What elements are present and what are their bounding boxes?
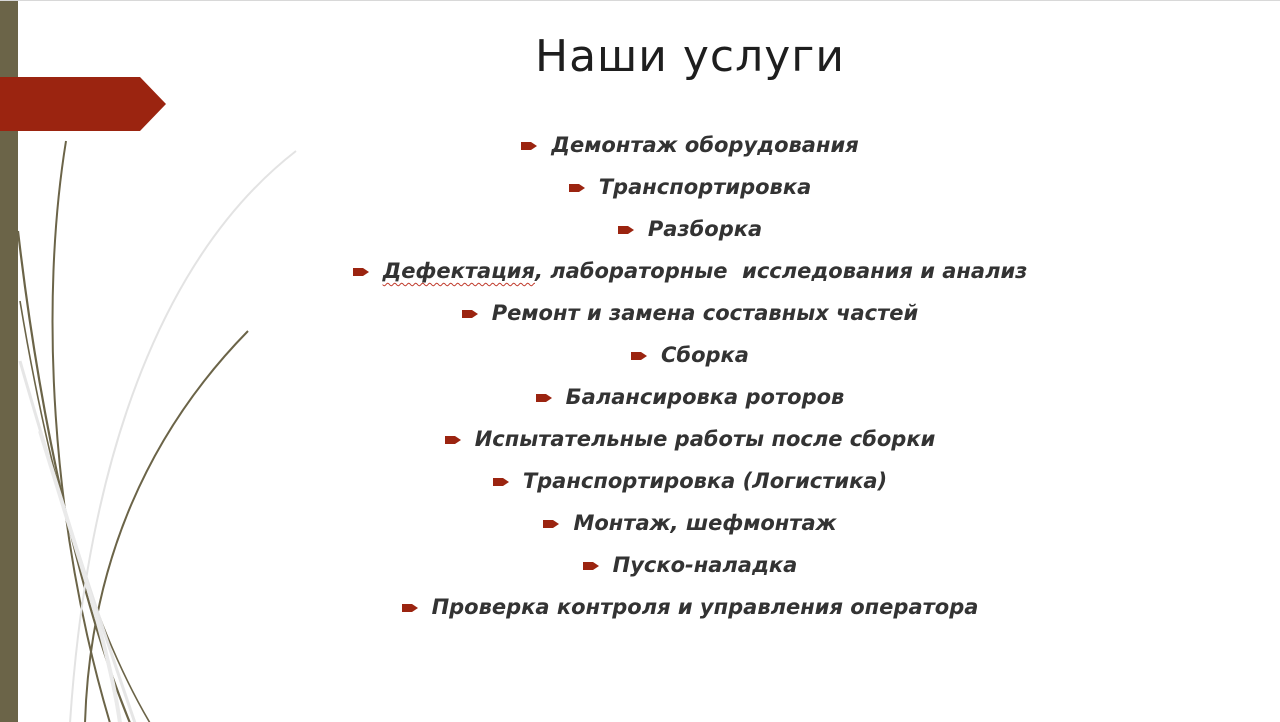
- red-banner: [0, 77, 166, 131]
- arrow-bullet-icon: [583, 561, 599, 571]
- arrow-bullet-icon: [631, 351, 647, 361]
- item-text: Транспортировка (Логистика): [522, 469, 888, 493]
- list-item: [100, 250, 1280, 292]
- arrow-bullet-icon: [402, 603, 418, 613]
- services-list: [0, 124, 1280, 628]
- item-text: Пуско-наладка: [612, 553, 798, 577]
- item-text: Демонтаж оборудования: [551, 133, 859, 157]
- slide-title: Наши услуги: [535, 31, 845, 82]
- arrow-bullet-icon: [543, 519, 559, 529]
- arrow-bullet-icon: [462, 309, 478, 319]
- item-text: Разборка: [647, 217, 763, 241]
- item-text: Монтаж, шефмонтаж: [573, 511, 837, 535]
- list-item: [100, 460, 1280, 502]
- list-item: [100, 502, 1280, 544]
- list-item: [100, 124, 1280, 166]
- item-text-rest: , лабораторные исследования и анализ: [534, 259, 1028, 283]
- item-text: Ремонт и замена составных частей: [491, 301, 919, 325]
- arrow-bullet-icon: [353, 267, 369, 277]
- list-item: [100, 292, 1280, 334]
- list-item: [100, 208, 1280, 250]
- arrow-bullet-icon: [536, 393, 552, 403]
- item-text: Балансировка роторов: [565, 385, 845, 409]
- list-item: [100, 166, 1280, 208]
- arrow-bullet-icon: [493, 477, 509, 487]
- item-text: [383, 259, 1028, 283]
- list-item: [100, 544, 1280, 586]
- arrow-bullet-icon: [618, 225, 634, 235]
- arrow-bullet-icon: [445, 435, 461, 445]
- item-text: Транспортировка: [598, 175, 812, 199]
- list-item: [100, 418, 1280, 460]
- list-item: [100, 334, 1280, 376]
- list-item: [100, 586, 1280, 628]
- list-item: [100, 376, 1280, 418]
- arrow-bullet-icon: [521, 141, 537, 151]
- item-text: Проверка контроля и управления оператора: [431, 595, 979, 619]
- arrow-bullet-icon: [569, 183, 585, 193]
- spellcheck-word: Дефектация: [382, 259, 535, 283]
- item-text: Сборка: [661, 343, 749, 367]
- item-text: Испытательные работы после сборки: [474, 427, 936, 451]
